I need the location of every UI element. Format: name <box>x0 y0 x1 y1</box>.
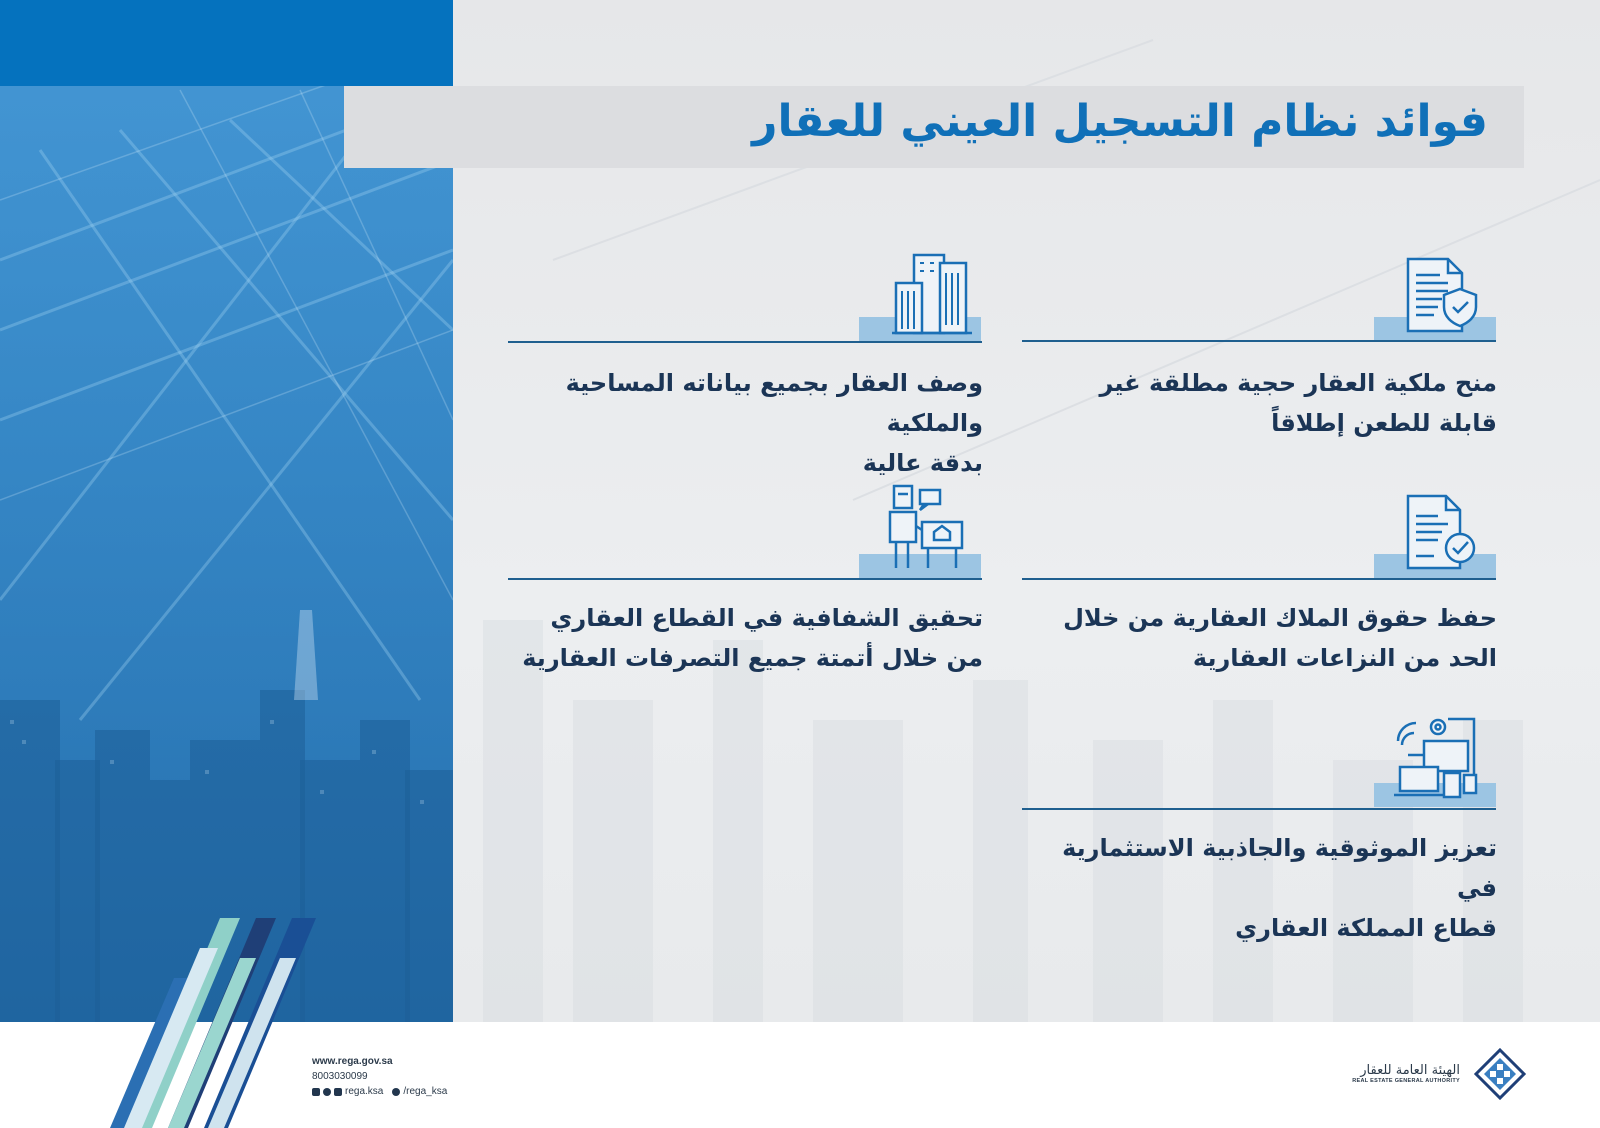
buildings-icon <box>892 253 972 341</box>
agent-property-sign-icon <box>886 482 968 578</box>
feature-ownership <box>1022 255 1497 450</box>
divider-line <box>1022 340 1496 342</box>
divider-line <box>508 341 982 343</box>
connected-devices-gear-icon <box>1394 715 1484 809</box>
authority-logo-mark <box>1474 1048 1526 1100</box>
feature-transparency-text: تحقيق الشفافية في القطاع العقاري من خلال أتمتة جميع التصرفات العقارية <box>522 604 983 672</box>
logo-arabic-name: الهيئة العامة للعقار <box>1360 1063 1460 1078</box>
decorative-stripes <box>80 918 340 1128</box>
website-link[interactable]: www.rega.gov.sa <box>312 1056 393 1067</box>
top-left-accent-block <box>0 0 453 86</box>
feature-reliability <box>1022 715 1497 942</box>
feature-rights-text: حفظ حقوق الملاك العقارية من خلال الحد من النزاعات العقارية <box>1063 604 1497 672</box>
divider-line <box>1022 808 1496 810</box>
facebook-icon[interactable] <box>312 1088 320 1096</box>
feature-description <box>508 253 983 477</box>
page-title: فوائد نظام التسجيل العيني للعقار <box>752 96 1488 147</box>
feature-description-text: وصف العقار بجميع بياناته المساحية والملكية بدقة عالية <box>565 369 983 477</box>
feature-reliability-text: تعزيز الموثوقية والجاذبية الاستثمارية في قطاع المملكة العقاري <box>1062 834 1497 942</box>
document-check-icon <box>1404 494 1484 580</box>
social-handle-twitter[interactable]: /rega_ksa <box>403 1086 448 1097</box>
feature-transparency <box>508 482 983 677</box>
feature-ownership-text: منح ملكية العقار حجية مطلقة غير قابلة للطعن إطلاقاً <box>1099 369 1497 437</box>
youtube-icon[interactable] <box>334 1088 342 1096</box>
social-handle-primary[interactable]: rega.ksa <box>345 1086 384 1097</box>
phone-number: 8003030099 <box>312 1071 368 1082</box>
title-banner <box>344 86 1524 168</box>
document-shield-icon <box>1402 255 1482 339</box>
social-links <box>312 1084 447 1099</box>
instagram-icon[interactable] <box>323 1088 331 1096</box>
logo-english-name: REAL ESTATE GENERAL AUTHORITY <box>1352 1078 1460 1084</box>
authority-logo-text <box>1352 1063 1460 1084</box>
contact-info <box>312 1054 447 1099</box>
divider-line <box>1022 578 1496 580</box>
divider-line <box>508 578 982 580</box>
feature-rights <box>1022 494 1497 689</box>
twitter-icon[interactable] <box>392 1088 400 1096</box>
